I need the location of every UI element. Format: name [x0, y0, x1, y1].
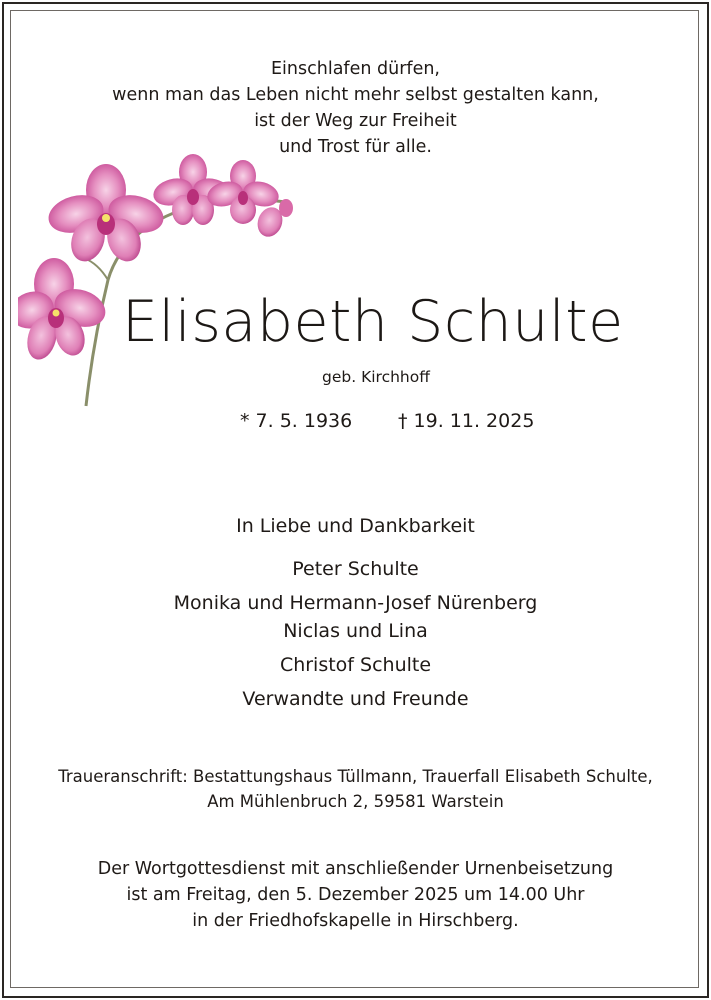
motto-poem: [0, 56, 711, 160]
mourner-line: Peter Schulte: [292, 558, 419, 580]
mourners-list: [0, 555, 711, 713]
motto-line: wenn man das Leben nicht mehr selbst gestalten kann,: [112, 85, 599, 105]
address-line: Traueranschrift: Bestattungshaus Tüllmann, Trauerfall Elisabeth Schulte,: [58, 767, 653, 786]
mourning-address: [0, 764, 711, 814]
deceased-name: Elisabeth Schulte: [122, 289, 624, 355]
birth-date: * 7. 5. 1936: [240, 410, 353, 432]
mourner-line: Monika und Hermann-Josef Nürenberg: [173, 592, 538, 614]
address-line: Am Mühlenbruch 2, 59581 Warstein: [207, 792, 504, 811]
mourners-intro: In Liebe und Dankbarkeit: [236, 515, 475, 537]
service-line: ist am Freitag, den 5. Dezember 2025 um 14.00 Uhr: [126, 885, 585, 905]
born-name: geb. Kirchhoff: [322, 368, 430, 386]
mourner-line: Verwandte und Freunde: [242, 688, 469, 710]
service-line: Der Wortgottesdienst mit anschließender Urnenbeisetzung: [97, 859, 614, 879]
service-info: [0, 856, 711, 934]
mourner-line: Niclas und Lina: [283, 620, 428, 642]
service-line: in der Friedhofskapelle in Hirschberg.: [192, 911, 519, 931]
motto-line: und Trost für alle.: [279, 137, 432, 157]
motto-line: ist der Weg zur Freiheit: [254, 111, 457, 131]
orchid-branch-icon: [18, 150, 308, 412]
motto-line: Einschlafen dürfen,: [271, 59, 440, 79]
mourner-line: Christof Schulte: [279, 654, 432, 676]
death-date: † 19. 11. 2025: [398, 410, 535, 432]
